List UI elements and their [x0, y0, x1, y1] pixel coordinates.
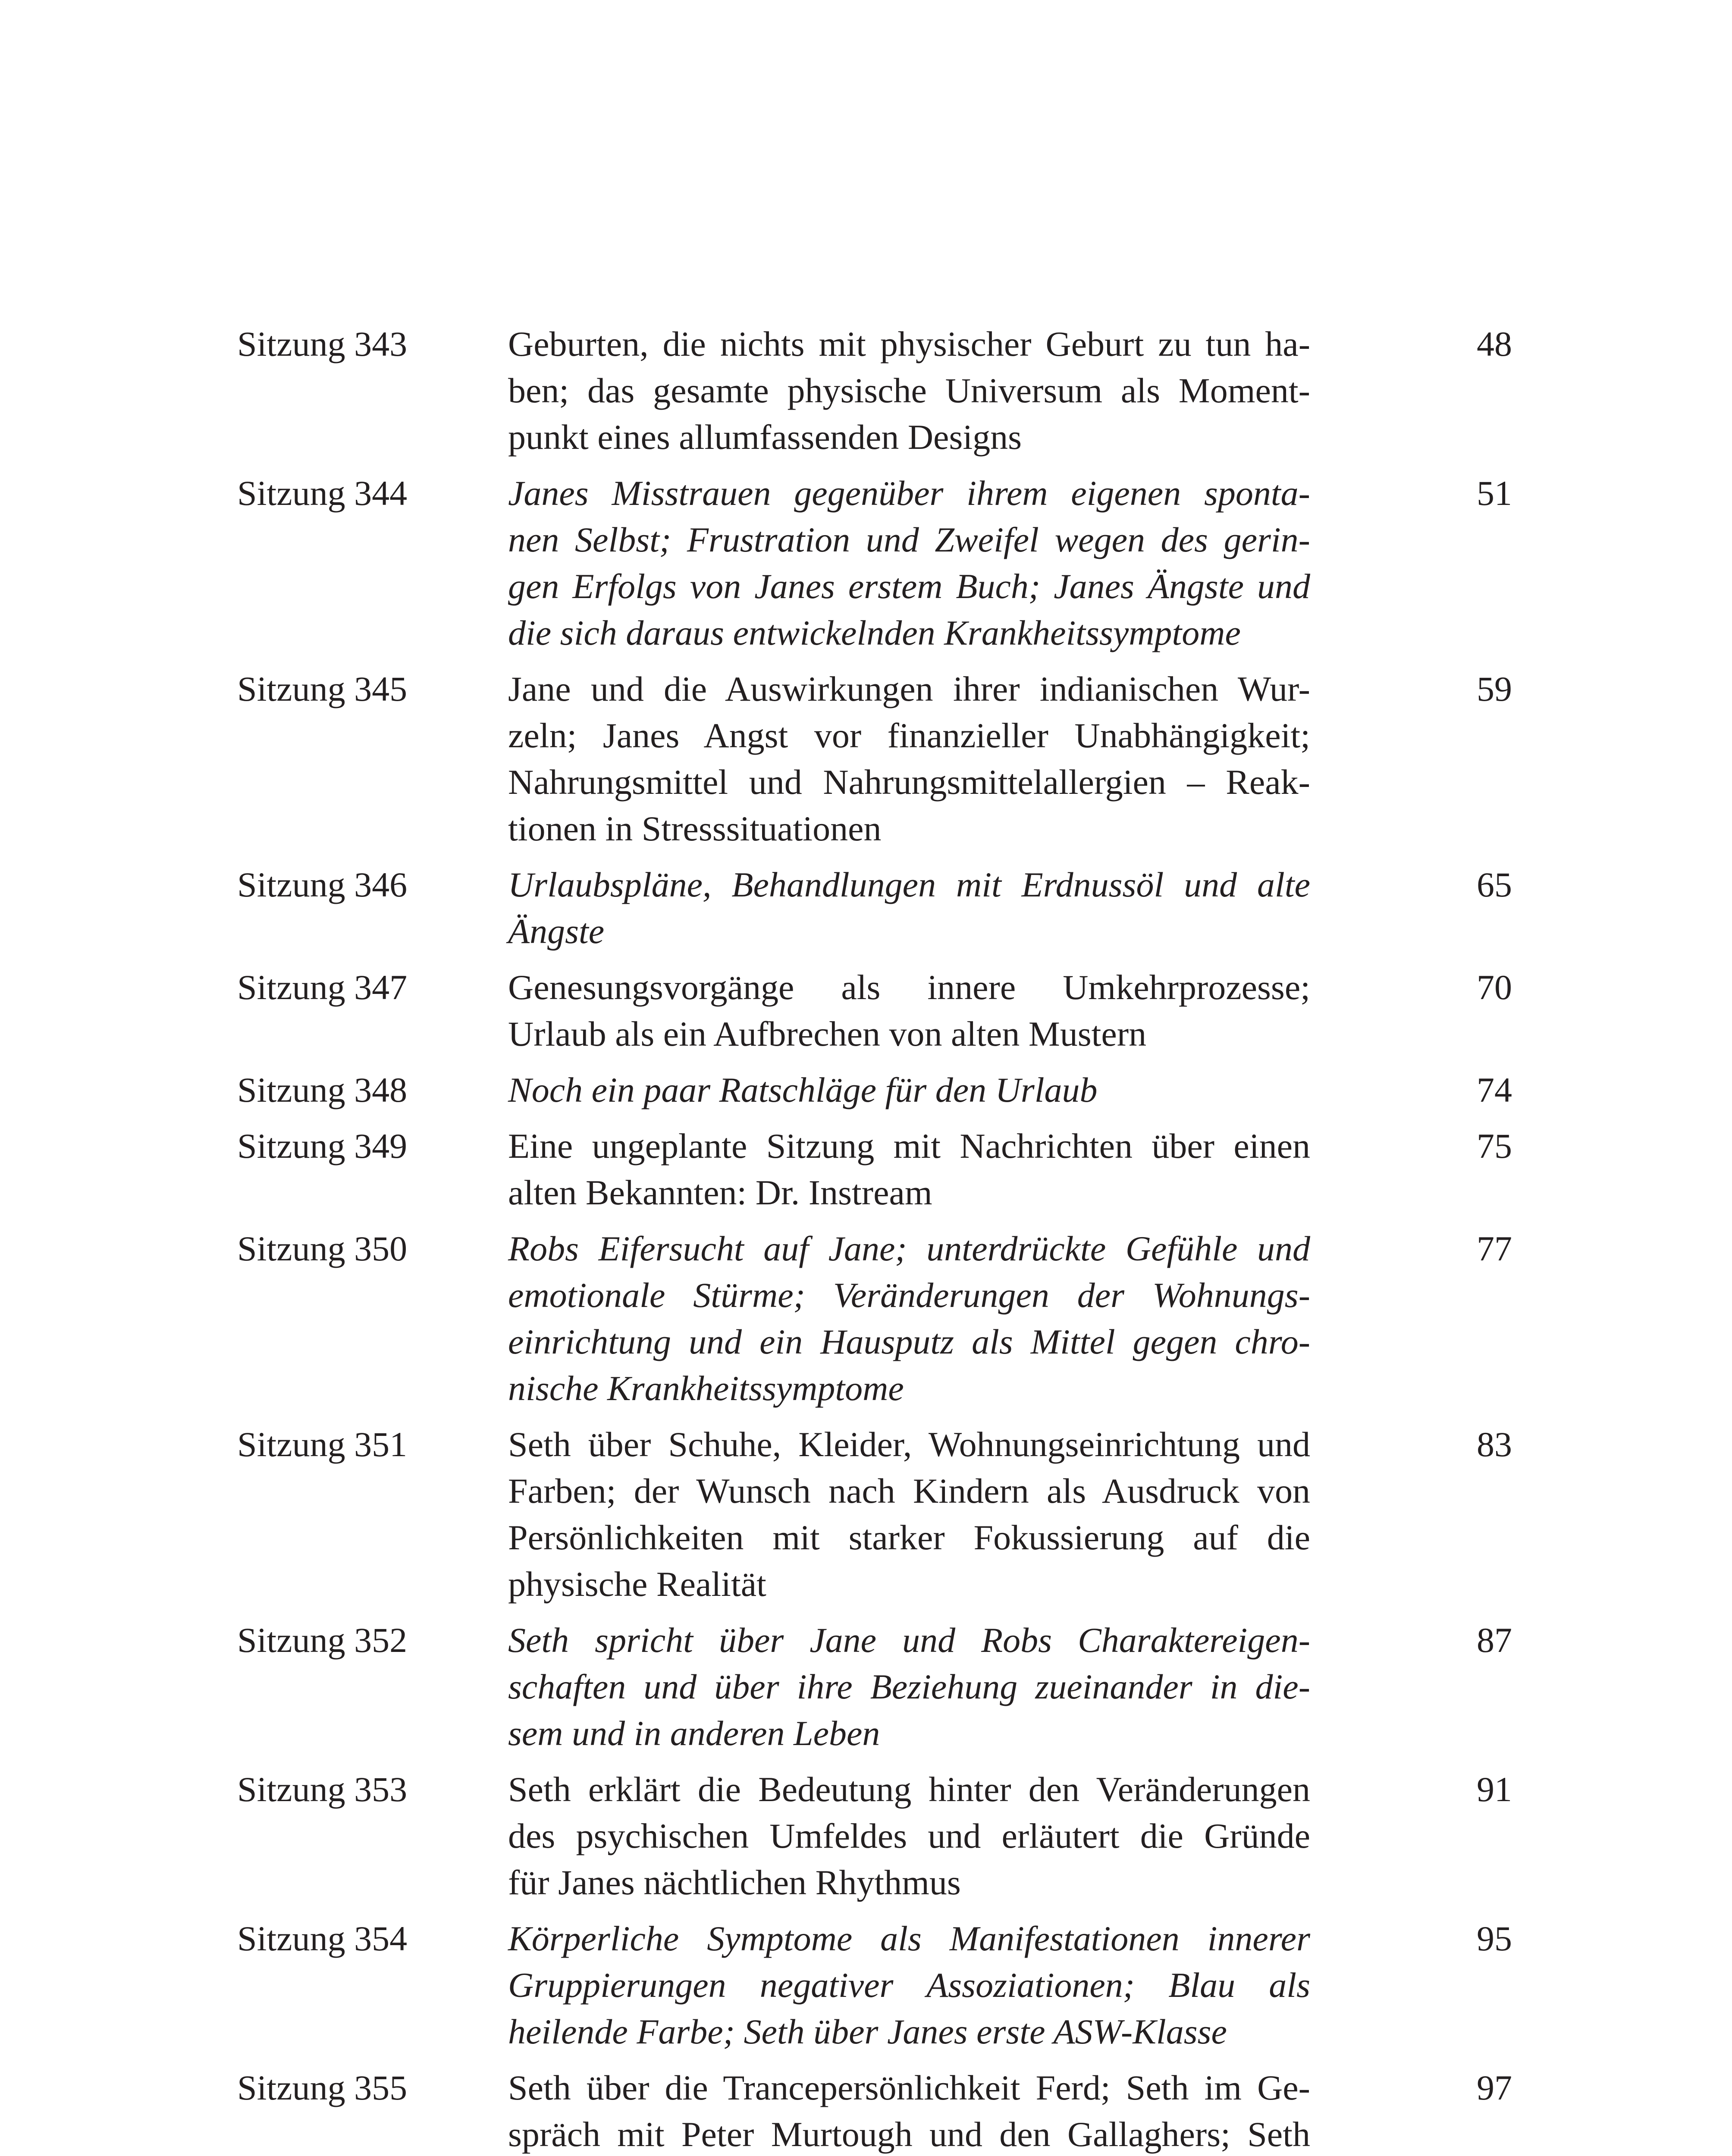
description-line: Genesungsvorgänge als innere Umkehrprozesse;: [508, 968, 1310, 1007]
description-line: nische Krankheitssymptome: [508, 1369, 904, 1408]
toc-entry: [0, 1915, 1732, 2055]
description-line: schaften und über ihre Beziehung zueinander in die-: [508, 1667, 1310, 1706]
description-line: punkt eines allumfassenden Designs: [508, 417, 1022, 457]
session-label: Sitzung 348: [237, 1070, 408, 1109]
toc-entry: [0, 2065, 1732, 2156]
description-line: Geburten, die nichts mit physischer Geburt zu tun ha-: [508, 324, 1310, 364]
description-line: spräch mit Peter Murtough und den Gallaghers; Seth: [508, 2115, 1310, 2154]
page-number: 83: [1477, 1425, 1512, 1464]
session-description: [508, 1123, 1310, 1216]
description-line: die sich daraus entwickelnden Krankheitssymptome: [508, 613, 1241, 652]
session-description: [508, 1225, 1310, 1412]
description-line: Nahrungsmittel und Nahrungsmittelallergien – Reak-: [508, 762, 1310, 802]
toc-entry: [0, 666, 1732, 852]
description-line: Noch ein paar Ratschläge für den Urlaub: [508, 1070, 1098, 1109]
description-line: emotionale Stürme; Veränderungen der Wohnungs-: [508, 1275, 1310, 1315]
description-line: für Janes nächtlichen Rhythmus: [508, 1863, 961, 1902]
page-number: 51: [1477, 473, 1512, 513]
session-description: [508, 964, 1310, 1057]
session-description: [508, 1067, 1310, 1113]
description-line: Robs Eifersucht auf Jane; unterdrückte Gefühle und: [508, 1229, 1310, 1268]
toc-entry: [0, 964, 1732, 1057]
toc-entry: [0, 1123, 1732, 1216]
page-number: 91: [1477, 1770, 1512, 1809]
session-description: [508, 1421, 1310, 1608]
description-line: Persönlichkeiten mit starker Fokussierung auf die: [508, 1518, 1310, 1557]
toc-entry: [0, 862, 1732, 955]
session-label: Sitzung 349: [237, 1126, 408, 1166]
page-number: 65: [1477, 865, 1512, 904]
session-description: [508, 2065, 1310, 2156]
description-line: zeln; Janes Angst vor finanzieller Unabhängigkeit;: [508, 716, 1310, 755]
page-number: 70: [1477, 968, 1512, 1007]
session-description: [508, 862, 1310, 955]
session-label: Sitzung 350: [237, 1229, 408, 1268]
page-number: 97: [1477, 2068, 1512, 2107]
description-line: ben; das gesamte physische Universum als Moment-: [508, 371, 1310, 410]
toc-entry: [0, 1067, 1732, 1113]
description-line: des psychischen Umfeldes und erläutert die Gründe: [508, 1816, 1310, 1855]
description-line: Seth erklärt die Bedeutung hinter den Veränderungen: [508, 1770, 1310, 1809]
description-line: sem und in anderen Leben: [508, 1714, 880, 1753]
description-line: Gruppierungen negativer Assoziationen; Blau als: [508, 1965, 1310, 2005]
session-description: [508, 1766, 1310, 1906]
session-label: Sitzung 346: [237, 865, 408, 904]
toc-entry: [0, 321, 1732, 461]
session-description: [508, 1617, 1310, 1757]
description-line: physische Realität: [508, 1564, 766, 1604]
page-number: 87: [1477, 1620, 1512, 1660]
session-label: Sitzung 344: [237, 473, 408, 513]
session-label: Sitzung 345: [237, 669, 408, 708]
session-label: Sitzung 354: [237, 1919, 408, 1958]
description-line: Urlaubspläne, Behandlungen mit Erdnussöl und alte: [508, 865, 1310, 904]
session-description: [508, 470, 1310, 656]
session-label: Sitzung 352: [237, 1620, 408, 1660]
session-label: Sitzung 353: [237, 1770, 408, 1809]
description-line: tionen in Stresssituationen: [508, 809, 882, 848]
page-number: 75: [1477, 1126, 1512, 1166]
description-line: Farben; der Wunsch nach Kindern als Ausdruck von: [508, 1471, 1310, 1510]
description-line: Janes Misstrauen gegenüber ihrem eigenen sponta-: [508, 473, 1310, 513]
session-label: Sitzung 347: [237, 968, 408, 1007]
description-line: nen Selbst; Frustration und Zweifel wegen des gerin-: [508, 520, 1310, 559]
description-line: Seth über die Trancepersönlichkeit Ferd; Seth im Ge-: [508, 2068, 1310, 2107]
description-line: Jane und die Auswirkungen ihrer indianischen Wur-: [508, 669, 1310, 708]
session-description: [508, 321, 1310, 461]
page-number: 74: [1477, 1070, 1512, 1109]
session-description: [508, 666, 1310, 852]
description-line: Körperliche Symptome als Manifestationen innerer: [508, 1919, 1310, 1958]
description-line: einrichtung und ein Hausputz als Mittel gegen chro-: [508, 1322, 1310, 1361]
page-number: 95: [1477, 1919, 1512, 1958]
toc-entry: [0, 1617, 1732, 1757]
toc-entry: [0, 1421, 1732, 1608]
session-label: Sitzung 351: [237, 1425, 408, 1464]
description-line: Seth über Schuhe, Kleider, Wohnungseinrichtung und: [508, 1425, 1310, 1464]
page-number: 59: [1477, 669, 1512, 708]
description-line: gen Erfolgs von Janes erstem Buch; Janes Ängste und: [508, 567, 1310, 606]
toc-entry: [0, 1766, 1732, 1906]
description-line: Urlaub als ein Aufbrechen von alten Mustern: [508, 1014, 1147, 1053]
session-description: [508, 1915, 1310, 2055]
description-line: Ängste: [508, 912, 605, 951]
toc-entry: [0, 470, 1732, 656]
session-label: Sitzung 355: [237, 2068, 408, 2107]
page-number: 77: [1477, 1229, 1512, 1268]
description-line: alten Bekannten: Dr. Instream: [508, 1173, 932, 1212]
description-line: heilende Farbe; Seth über Janes erste ASW-Klasse: [508, 2012, 1227, 2051]
session-label: Sitzung 343: [237, 324, 408, 364]
toc-entry: [0, 1225, 1732, 1412]
page-number: 48: [1477, 324, 1512, 364]
table-of-contents: [0, 321, 1732, 2156]
description-line: Eine ungeplante Sitzung mit Nachrichten über einen: [508, 1126, 1310, 1166]
description-line: Seth spricht über Jane und Robs Charaktereigen-: [508, 1620, 1310, 1660]
